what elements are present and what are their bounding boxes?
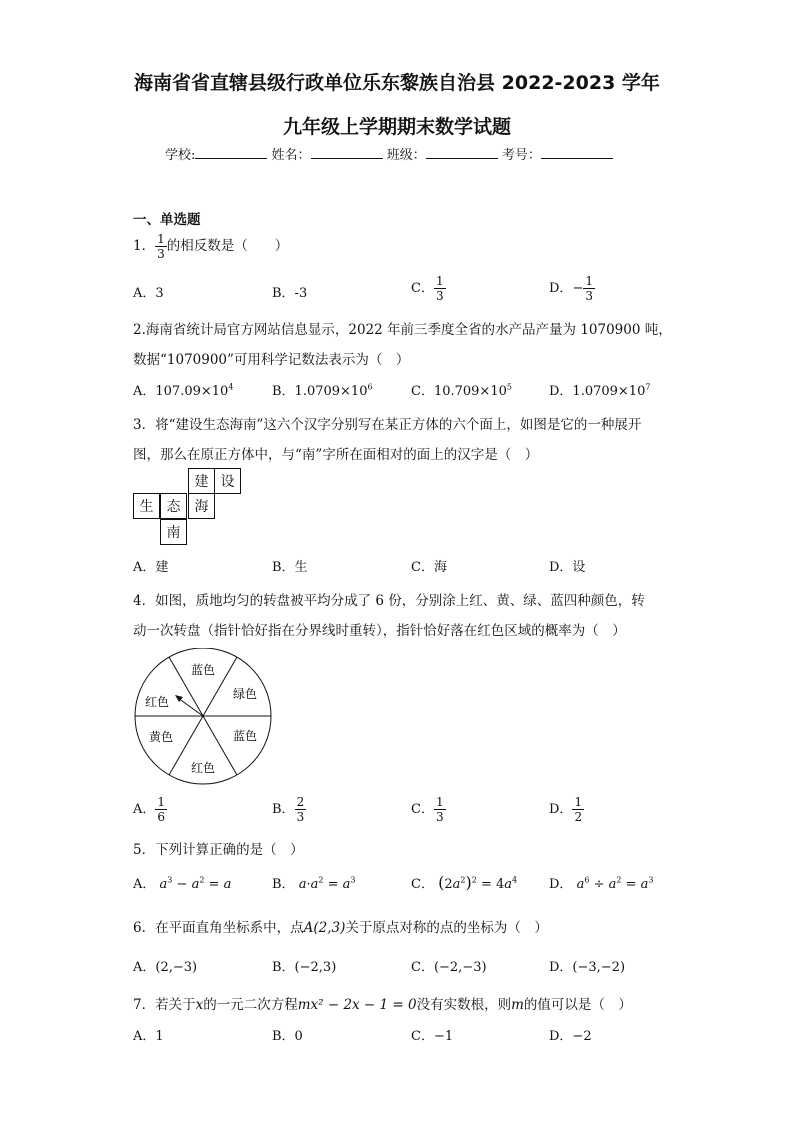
q3-stem-line1: 3．将“建设生态海南”这六个汉字分别写在某正方体的六个面上，如图是它的一种展开 — [133, 417, 642, 433]
point-a: A(2,3) — [303, 920, 346, 936]
sector-label: 蓝色 — [232, 729, 258, 743]
school-blank[interactable] — [195, 146, 267, 159]
net-cell-hai: 海 — [188, 493, 215, 519]
q4-option-c[interactable]: C． $\frac{1}{3}$ — [411, 795, 444, 824]
q7-option-a[interactable]: A．1 — [133, 1029, 164, 1044]
q2-option-b[interactable]: B．$1.0709\times 10^6$ — [272, 382, 373, 399]
q5-stem: 5．下列计算正确的是（ ） — [133, 842, 304, 858]
q3-stem-line2: 图，那么在原正方体中，与“南”字所在面相对的面上的汉字是（ ） — [133, 447, 539, 463]
net-cell-she: 设 — [214, 468, 241, 494]
q2-option-a[interactable]: A．$107.09\times 10^4$ — [133, 382, 234, 399]
class-blank[interactable] — [426, 146, 498, 159]
q7-option-c[interactable]: C．−1 — [411, 1029, 454, 1044]
section-heading: 一、单选题 — [133, 212, 201, 228]
q2-option-d[interactable]: D．$1.0709\times 10^7$ — [549, 382, 651, 399]
exam-no-label: 考号： — [501, 148, 541, 163]
q3-option-a[interactable]: A．建 — [133, 560, 169, 575]
q7-option-d[interactable]: D．−2 — [549, 1029, 592, 1044]
exam-no-blank[interactable] — [541, 146, 613, 159]
q3-option-c[interactable]: C．海 — [411, 560, 447, 575]
name-label: 姓名： — [271, 148, 311, 163]
school-label: 学校: — [165, 148, 196, 163]
q4-option-b[interactable]: B． $\frac{2}{3}$ — [272, 795, 305, 824]
sector-label: 黄色 — [148, 730, 174, 744]
q7-option-b[interactable]: B．0 — [272, 1029, 303, 1044]
q6-option-b[interactable]: B．(−2,3) — [272, 960, 337, 975]
spinner-figure — [133, 648, 273, 788]
q1-number: 1． — [133, 238, 156, 254]
spinner-pointer — [178, 698, 203, 716]
q1-option-a[interactable]: A．3 — [133, 286, 164, 301]
q2-stem-line1: 2.海南省统计局官方网站信息显示，2022 年前三季度全省的水产品产量为 1070900 吨， — [133, 322, 672, 338]
sector-label: 绿色 — [232, 687, 258, 701]
q1-option-d[interactable]: D．− $\frac{1}{3}$ — [549, 274, 593, 303]
q2-stem-line2: 数据“1070900”可用科学记数法表示为（ ） — [133, 352, 410, 368]
q1-fraction: $\frac{1}{3}$ — [157, 232, 165, 261]
cube-net-figure — [133, 468, 245, 548]
q5-option-a[interactable]: A． $a^3 - a^2 = a$ — [133, 875, 232, 892]
exam-title-line1: 海南省省直辖县级行政单位乐东黎族自治县 2022-2023 学年 — [134, 72, 660, 94]
class-label: 班级： — [386, 148, 426, 163]
q3-option-b[interactable]: B．生 — [272, 560, 308, 575]
q6-option-a[interactable]: A．(2,−3) — [133, 960, 198, 975]
net-cell-nan: 南 — [160, 519, 187, 545]
question-1 — [133, 232, 288, 261]
q4-stem-line1: 4．如图，质地均匀的转盘被平均分成了 6 份，分别涂上红、黄、绿、蓝四种颜色，转 — [133, 593, 645, 609]
net-cell-jian: 建 — [188, 468, 215, 494]
q2-option-c[interactable]: C．$10.709\times 10^5$ — [411, 382, 512, 399]
q4-option-a[interactable]: A． $\frac{1}{6}$ — [133, 795, 166, 824]
q7-equation: mx² − 2x − 1 = 0 — [297, 997, 417, 1013]
q1-option-b[interactable]: B．-3 — [272, 286, 308, 301]
net-cell-tai: 态 — [160, 493, 187, 519]
exam-title-line2: 九年级上学期期末数学试题 — [282, 116, 511, 138]
question-7: 7．若关于x的一元二次方程mx² − 2x − 1 = 0没有实数根，则m的值可以是（ ） — [133, 997, 632, 1013]
q1-stem: 的相反数是（ ） — [166, 238, 289, 254]
q6-option-d[interactable]: D．(−3,−2) — [549, 960, 626, 975]
sector-label: 蓝色 — [190, 663, 216, 677]
net-cell-sheng: 生 — [133, 493, 160, 519]
sector-label: 红色 — [190, 761, 216, 775]
name-blank[interactable] — [311, 146, 383, 159]
q5-option-c[interactable]: C． $(2a^2)^2 = 4a^4$ — [411, 873, 518, 892]
q5-option-d[interactable]: D． $a^6 \div a^2 = a^3$ — [549, 875, 654, 892]
q5-option-b[interactable]: B． $a\cdot a^2 = a^3$ — [272, 875, 356, 892]
student-info-line — [165, 144, 613, 163]
q6-option-c[interactable]: C．(−2,−3) — [411, 960, 487, 975]
question-6: 6．在平面直角坐标系中，点A(2,3)关于原点对称的点的坐标为（ ） — [133, 920, 548, 936]
q4-option-d[interactable]: D． $\frac{1}{2}$ — [549, 795, 583, 824]
q4-stem-line2: 动一次转盘（指针恰好指在分界线时重转），指针恰好落在红色区域的概率为（ ） — [133, 623, 626, 639]
q3-option-d[interactable]: D．设 — [549, 560, 586, 575]
q1-option-c[interactable]: C． $\frac{1}{3}$ — [411, 274, 444, 303]
sector-label: 红色 — [144, 695, 170, 709]
